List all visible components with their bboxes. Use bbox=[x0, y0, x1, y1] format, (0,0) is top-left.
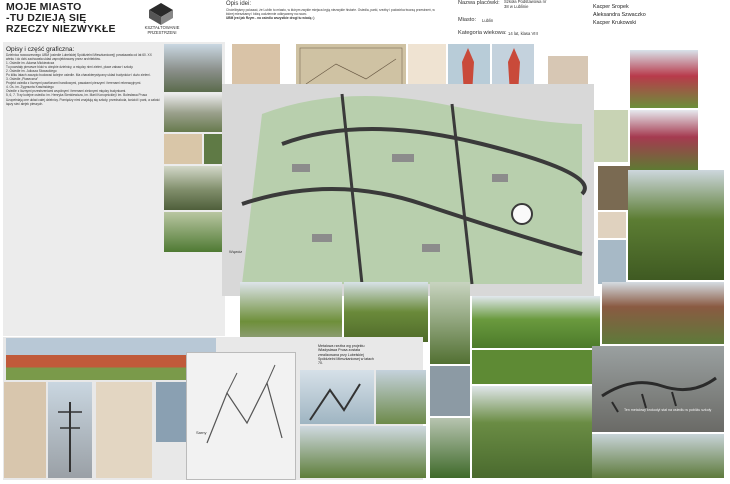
photo-path bbox=[164, 212, 222, 252]
photo-park bbox=[164, 166, 222, 210]
sculpture-icon bbox=[300, 370, 374, 424]
photo-street bbox=[164, 94, 222, 132]
title-line-1: MOJE MIASTO bbox=[6, 1, 82, 13]
sarny-drawing bbox=[186, 352, 296, 480]
photo-grass bbox=[472, 350, 600, 384]
sketch-drawing bbox=[164, 134, 202, 164]
photo-small-1 bbox=[594, 110, 628, 162]
school-name-value: Szkoła Podstawowa nr 38 w Lublinie bbox=[504, 0, 547, 9]
team-member-1: Kacper Sropek bbox=[593, 4, 629, 10]
idea-text bbox=[226, 8, 441, 20]
photo-blossom-tree bbox=[630, 50, 698, 108]
school-name-label: Nazwa placówki: bbox=[458, 0, 500, 6]
photo-tall-tree bbox=[430, 282, 470, 364]
crocodile-caption: Ten metalowy krokodyl stał na osiedlu w pobliżu szkoły bbox=[624, 408, 712, 412]
city-label: Miasto: bbox=[458, 17, 477, 23]
sketch-card-3 bbox=[96, 382, 152, 478]
photo-large-trees bbox=[628, 170, 724, 280]
logo-icon bbox=[140, 2, 182, 26]
photo-sculpture-small bbox=[598, 166, 630, 210]
photo-bench-park bbox=[472, 386, 592, 478]
photo-small-5 bbox=[430, 418, 470, 478]
photo-small-3 bbox=[598, 240, 626, 284]
map-svg bbox=[222, 84, 594, 296]
district-map bbox=[222, 84, 594, 296]
photo-park-sculpture bbox=[300, 426, 426, 478]
idea-heading: Opis idei: bbox=[226, 1, 252, 7]
photo-crocodile bbox=[592, 346, 724, 432]
photo-small-4 bbox=[430, 366, 470, 416]
category-value: 14 lat, klasa VIII bbox=[508, 31, 538, 36]
map-label-wawoz: Wąwóz bbox=[229, 249, 243, 254]
deer-sculpture-icon bbox=[187, 353, 295, 479]
photo-small-2 bbox=[598, 212, 626, 238]
photo-sculpture-deer bbox=[300, 370, 374, 424]
description-heading: Opisy i część graficzna: bbox=[6, 46, 75, 53]
kp-logo bbox=[140, 2, 182, 38]
logo-text-bottom: PRZESTRZENI bbox=[147, 29, 177, 35]
photo-bottom-park bbox=[592, 434, 724, 478]
city-value: Lublin bbox=[482, 18, 494, 23]
team-member-2: Aleksandra Szwaczko bbox=[593, 12, 646, 19]
idea-body: Chcielibyśmy pokazać, że Lublin to miasto, w którym zwykłe miejsca kryją niezwykłe historie. Osiedla, parki, rzeźby i podwórka tworzą przestrzeń, w której mieszkamy i którą codziennie odkrywamy na nowo. bbox=[226, 8, 435, 17]
idea-closing: UBM jest jak Rzym - na osiedlu wszystkie drogi tu wiodą :) bbox=[226, 16, 315, 21]
category-label: Kategoria wiekowa: bbox=[458, 30, 507, 36]
school-sketch bbox=[4, 382, 46, 478]
crocodile-icon bbox=[592, 346, 724, 432]
sculpture-caption: Metalowa rzeźba wg projektu Władysława Prusa została zrealizowana przy Lubelskiej Spółdzielni Mieszkaniowej w latach 70. bbox=[318, 344, 374, 366]
photo-autumn-trees bbox=[602, 282, 724, 344]
photo-blossom-2 bbox=[630, 110, 698, 170]
team-list bbox=[593, 3, 646, 28]
photo-block bbox=[164, 44, 222, 92]
poster-title bbox=[6, 2, 116, 35]
title-line-3: RZECZY NIEZWYKŁE bbox=[6, 23, 116, 35]
logo-text-top: KSZTAŁTOWANIE bbox=[144, 25, 180, 30]
team-member-3: Kacper Krukowski bbox=[593, 20, 637, 27]
photo-sculpture-2 bbox=[376, 370, 426, 424]
photo-lamp bbox=[48, 382, 92, 478]
sarny-label: Sarny bbox=[196, 430, 207, 435]
photo-green-park bbox=[472, 296, 600, 348]
photo-meadow bbox=[344, 282, 428, 342]
photo-school bbox=[6, 338, 216, 380]
lamp-icon bbox=[48, 382, 92, 478]
photo-trees bbox=[204, 134, 222, 164]
description-body: Dzielnica nowoczesnego UBM (osiedle Lubelskiej Spółdzielni Mieszkaniowej) powstawała od lat 60. XX wieku i do dziś zachowała układ zaprojektowany przez architektów. 1. Osiedle im. Adama Mickiewicza Tu powstały pierwsze bloki w obrębie dzielnicy, a między nimi zieleń, place zabaw i szkoły. 2. Osiedle im. Juliusza Słowackiego Po kilku latach zaczęto budować kolejne osiedle. Ma charakterystyczny układ budynków i dużo zieleni. 3. Osiedle „Piaseczna” Projekt osiedla z licznymi pawilonami handlowymi, pasażami pieszymi i terenami rekreacyjnymi. 4. Os. im. Zygmunta Krasińskiego Osiedle z licznymi przestrzeniami wspólnymi i terenami zielonymi między budynkami. 5, 6, 7. Trzy kolejne osiedla: im. Henryka Sienkiewicza, im. Marii Konopnickiej i im. Bolesława Prusa Uzupełniają one układ całej dzielnicy. Pomiędzy nimi znajdują się szkoły, przedszkola, kościół i park, a całość łączy sieć alejek pieszych. bbox=[6, 53, 160, 106]
title-line-2: -TU DZIEJĄ SIĘ bbox=[6, 12, 87, 24]
